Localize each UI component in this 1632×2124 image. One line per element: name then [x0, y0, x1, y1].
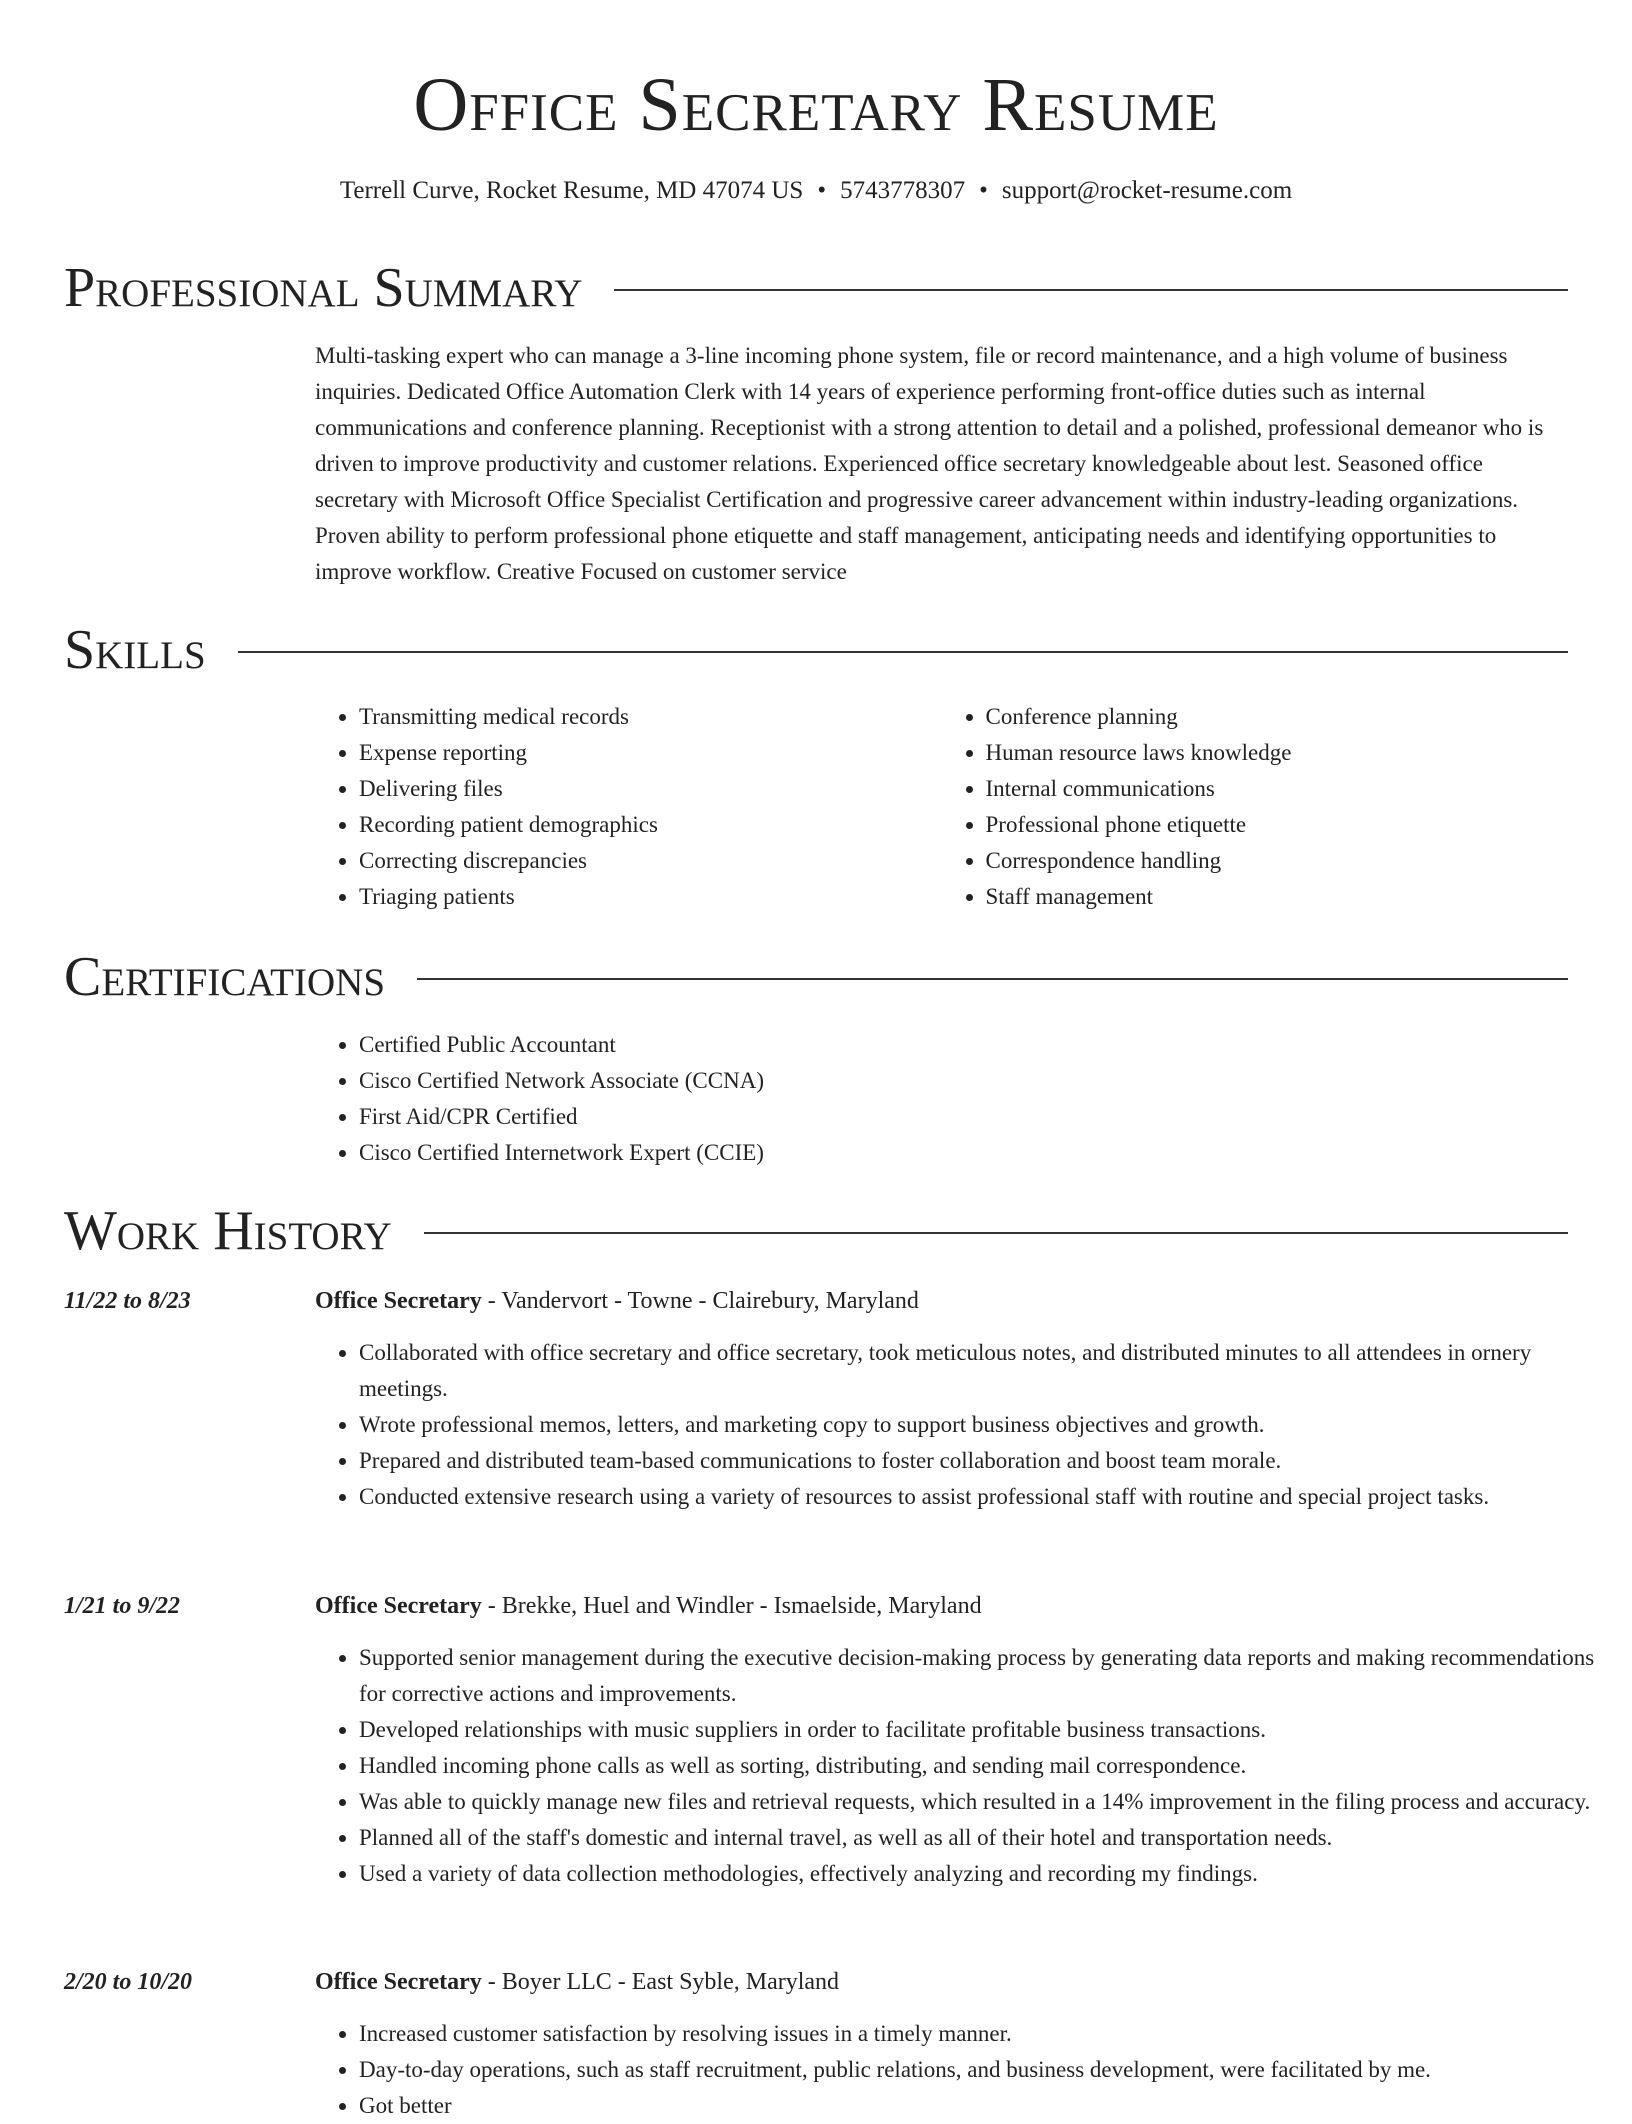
section-divider: [238, 651, 1568, 653]
section-divider: [424, 1232, 1568, 1234]
job-role: Office Secretary: [315, 1969, 482, 1995]
section-title-work-history: Work History: [64, 1200, 392, 1262]
job-details: - Brekke, Huel and Windler - Ismaelside, Maryland: [481, 1593, 982, 1619]
job-bullet: • Used a variety of data collection methodologies, effectively analyzing and recording my findings.: [359, 1856, 1612, 1892]
job-bullets: [315, 1335, 1612, 1515]
contact-email: support@rocket-resume.com: [1001, 177, 1293, 204]
section-header-summary: [64, 256, 1568, 320]
job-bullets: [315, 1640, 1612, 1892]
certifications-list: [315, 1027, 1568, 1171]
job-dates: 11/22 to 8/23: [64, 1288, 191, 1314]
job-bullet: • Handled incoming phone calls as well as sorting, distributing, and sending mail correspondence.: [359, 1748, 1612, 1784]
skill-item: • Staff management: [986, 879, 1569, 915]
job-heading: [315, 1588, 982, 1624]
skill-item: • Expense reporting: [359, 735, 942, 771]
job-details: - Boyer LLC - East Syble, Maryland: [481, 1969, 840, 1995]
job-bullet: • Got better: [359, 2088, 1612, 2124]
skill-item: • Delivering files: [359, 771, 942, 807]
section-title-certifications: Certifications: [64, 946, 386, 1008]
job-bullet: • Increased customer satisfaction by resolving issues in a timely manner.: [359, 2016, 1612, 2052]
skill-item: • Transmitting medical records: [359, 699, 942, 735]
job-bullet: • Conducted extensive research using a variety of resources to assist professional staff with routine and special project tasks.: [359, 1479, 1612, 1515]
certification-item: • First Aid/CPR Certified: [359, 1099, 1568, 1135]
section-header-work-history: [64, 1199, 1568, 1263]
section-title-summary: Professional Summary: [64, 257, 583, 319]
skill-item: • Conference planning: [986, 699, 1569, 735]
section-header-skills: [64, 618, 1568, 682]
section-divider: [614, 289, 1568, 291]
job-bullet: • Collaborated with office secretary and office secretary, took meticulous notes, and distributed minutes to all attendees in ornery meetings.: [359, 1335, 1612, 1407]
summary-text: Multi-tasking expert who can manage a 3-line incoming phone system, file or record maintenance, and a high volume of business inquiries. Dedicated Office Automation Clerk with 14 years of experience performing front-office duties such as internal communications and conference planning. Receptionist with a strong attention to detail and a polished, professional demeanor who is driven to improve productivity and customer relations. Experienced office secretary knowledgeable about lest. Seasoned office secretary with Microsoft Office Specialist Certification and progressive career advancement within industry-leading organizations. Proven ability to perform professional phone etiquette and staff management, anticipating needs and identifying opportunities to improve workflow. Creative Focused on customer service: [315, 343, 1544, 584]
job-dates: 1/21 to 9/22: [64, 1593, 181, 1619]
skills-column-right: [942, 699, 1569, 915]
job-bullet: • Was able to quickly manage new files and retrieval requests, which resulted in a 14% improvement in the filing process and accuracy.: [359, 1784, 1612, 1820]
summary-block: [315, 338, 1568, 590]
job-role: Office Secretary: [315, 1288, 482, 1314]
job-bullet: • Prepared and distributed team-based communications to foster collaboration and boost team morale.: [359, 1443, 1612, 1479]
job-heading: [315, 1964, 839, 2000]
skill-item: • Correspondence handling: [986, 843, 1569, 879]
contact-line: [0, 174, 1632, 208]
skill-item: • Internal communications: [986, 771, 1569, 807]
contact-address: Terrell Curve, Rocket Resume, MD 47074 US: [339, 177, 804, 204]
job-bullet: • Developed relationships with music suppliers in order to facilitate profitable business transactions.: [359, 1712, 1612, 1748]
contact-phone: 5743778307: [840, 177, 966, 204]
skill-item: • Recording patient demographics: [359, 807, 942, 843]
job-bullet: • Supported senior management during the executive decision-making process by generating data reports and making recommendations for corrective actions and improvements.: [359, 1640, 1612, 1712]
certifications-block: [315, 1027, 1568, 1171]
contact-separator: •: [979, 177, 988, 204]
job-details: - Vandervort - Towne - Clairebury, Maryland: [481, 1288, 919, 1314]
section-divider: [417, 978, 1568, 980]
contact-separator: •: [817, 177, 827, 204]
skill-item: • Professional phone etiquette: [986, 807, 1569, 843]
job-bullet: • Planned all of the staff's domestic and internal travel, as well as all of their hotel and transportation needs.: [359, 1820, 1612, 1856]
job-role: Office Secretary: [315, 1593, 482, 1619]
job-bullet: • Wrote professional memos, letters, and marketing copy to support business objectives and growth.: [359, 1407, 1612, 1443]
job-bullets: [315, 2016, 1612, 2124]
skills-list: [315, 699, 1568, 915]
section-header-certifications: [64, 945, 1568, 1009]
section-title-skills: Skills: [64, 619, 206, 681]
job-dates: 2/20 to 10/20: [64, 1969, 193, 1995]
certification-item: • Cisco Certified Network Associate (CCNA): [359, 1063, 1568, 1099]
job-bullet: • Day-to-day operations, such as staff recruitment, public relations, and business development, were facilitated by me.: [359, 2052, 1612, 2088]
certification-item: • Cisco Certified Internetwork Expert (CCIE): [359, 1135, 1568, 1171]
skill-item: • Triaging patients: [359, 879, 942, 915]
skill-item: • Human resource laws knowledge: [986, 735, 1569, 771]
resume-title: Office Secretary Resume: [413, 63, 1219, 147]
skills-column-left: [315, 699, 942, 915]
skill-item: • Correcting discrepancies: [359, 843, 942, 879]
certification-item: • Certified Public Accountant: [359, 1027, 1568, 1063]
job-heading: [315, 1283, 919, 1319]
